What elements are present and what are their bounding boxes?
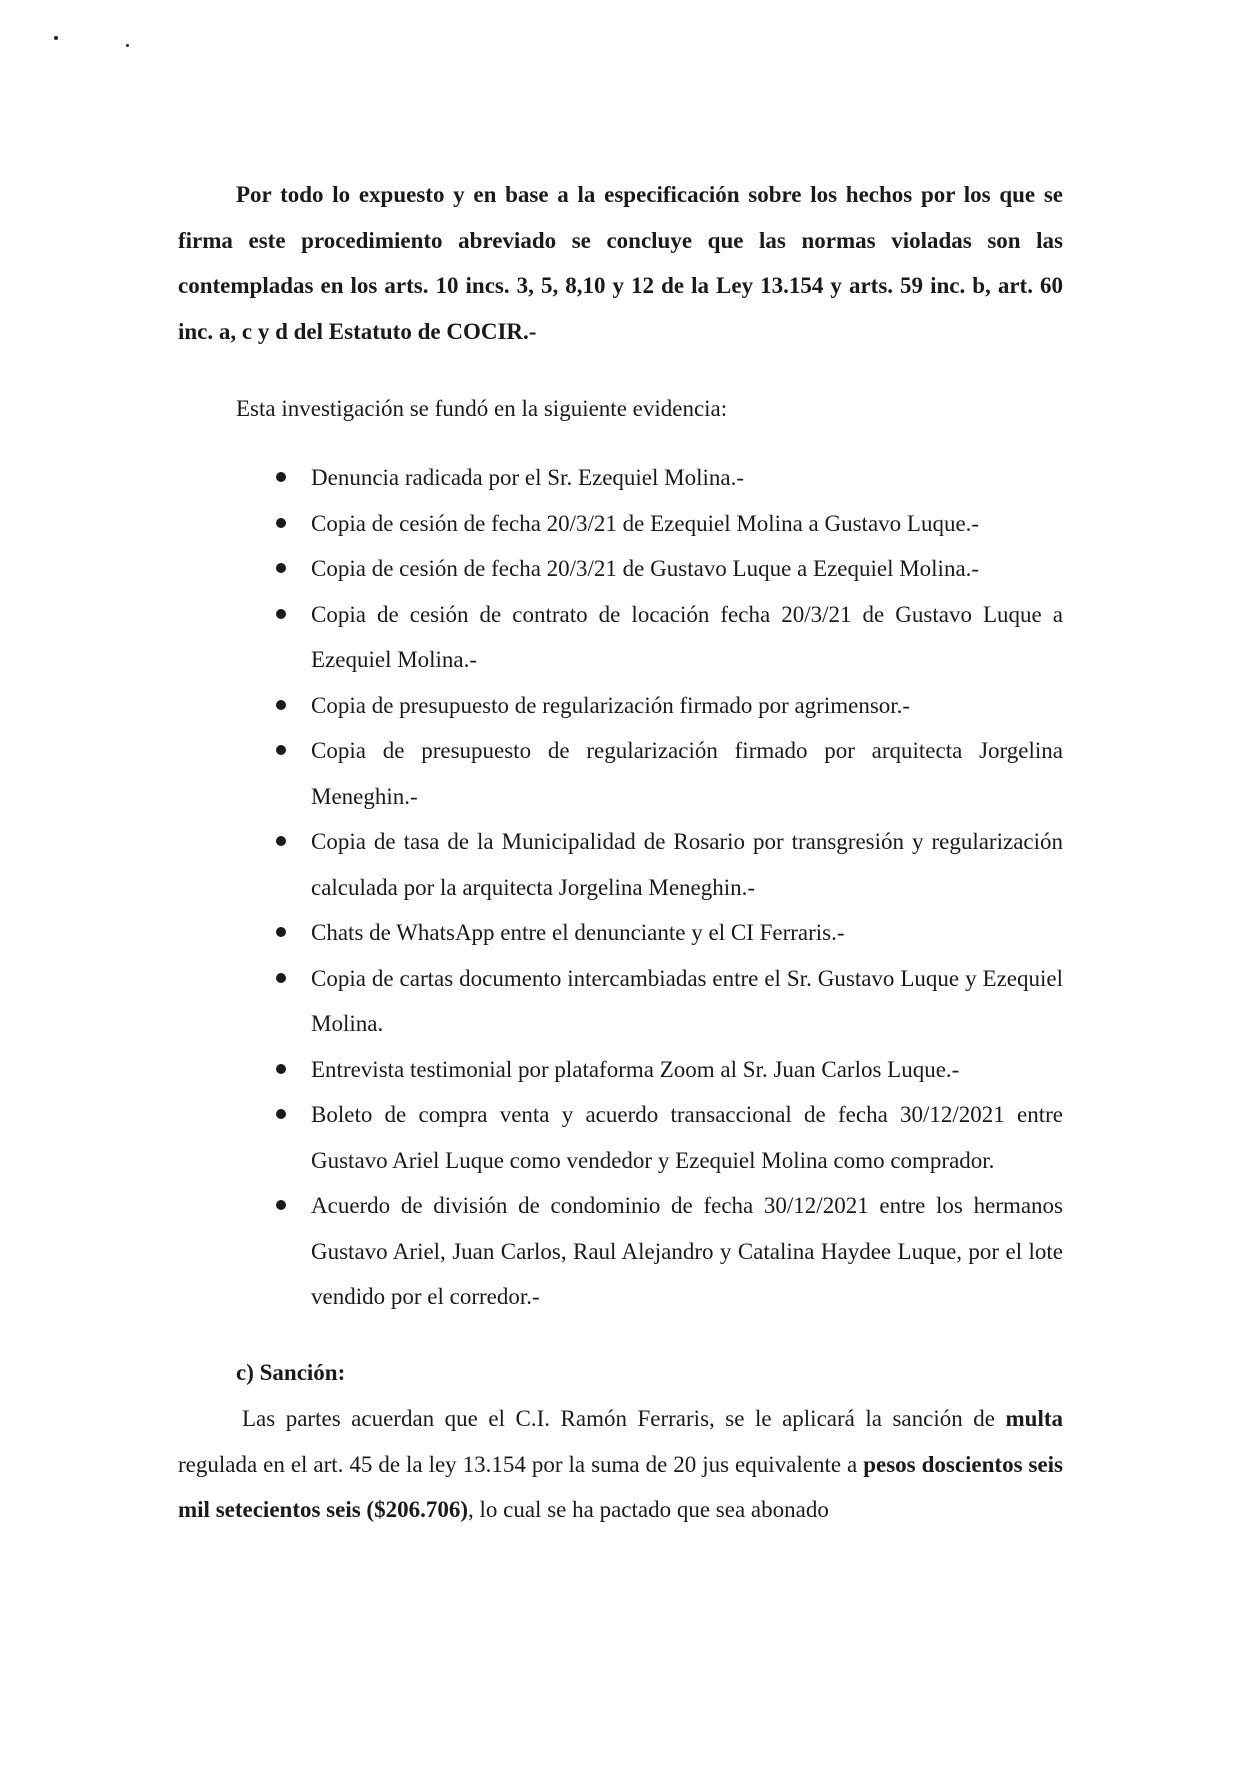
sanction-text: , lo cual se ha pactado que sea abonado — [468, 1497, 829, 1522]
bullet-icon — [276, 1109, 286, 1119]
bullet-icon — [276, 563, 286, 573]
evidence-item — [0, 592, 1242, 683]
evidence-item-text: Copia de cesión de contrato de locación fecha 20/3/21 de Gustavo Luque a Ezequiel Molina.- — [311, 601, 1063, 672]
bullet-icon — [276, 745, 286, 755]
section-heading-sancion: c) Sanción: — [236, 1360, 346, 1385]
evidence-item — [0, 683, 1242, 729]
sanction-type: multa — [1005, 1406, 1063, 1431]
scan-speck — [126, 44, 129, 47]
evidence-item — [0, 546, 1242, 592]
bullet-icon — [276, 700, 286, 710]
evidence-list — [0, 455, 1242, 1320]
bullet-icon — [276, 1064, 286, 1074]
bullet-icon — [276, 609, 286, 619]
evidence-item-text: Chats de WhatsApp entre el denunciante y el CI Ferraris.- — [311, 920, 845, 945]
evidence-intro: Esta investigación se fundó en la siguiente evidencia: — [236, 396, 728, 421]
sanction-text: Las partes acuerdan que el C.I. Ramón Ferraris, se le aplicará la sanción de — [242, 1406, 1006, 1431]
evidence-item — [0, 501, 1242, 547]
evidence-item-text: Boleto de compra venta y acuerdo transaccional de fecha 30/12/2021 entre Gustavo Ariel Luque como vendedor y Ezequiel Molina como comprador. — [311, 1102, 1063, 1173]
evidence-item-text: Copia de presupuesto de regularización firmado por agrimensor.- — [311, 692, 911, 718]
bullet-icon — [276, 836, 286, 846]
evidence-item — [0, 819, 1242, 910]
evidence-item-text: Copia de tasa de la Municipalidad de Rosario por transgresión y regularización calculada por la arquitecta Jorgelina Meneghin.- — [311, 829, 1063, 900]
bullet-icon — [276, 973, 286, 983]
bullet-icon — [276, 927, 286, 937]
bullet-icon — [276, 518, 286, 528]
evidence-item-text: Denuncia radicada por el Sr. Ezequiel Molina.- — [311, 465, 745, 490]
evidence-item-text: Copia de presupuesto de regularización firmado por arquitecta Jorgelina Meneghin.- — [311, 738, 1063, 809]
evidence-item-text: Copia de cesión de fecha 20/3/21 de Gustavo Luque a Ezequiel Molina.- — [311, 556, 980, 581]
scan-speck — [54, 36, 58, 40]
sanction-text: regulada en el art. 45 de la ley 13.154 por la suma de 20 jus equivalente a — [178, 1451, 864, 1477]
evidence-item — [0, 455, 1242, 501]
evidence-item — [0, 910, 1242, 956]
bullet-icon — [276, 1200, 286, 1210]
evidence-item-text: Copia de cartas documento intercambiadas entre el Sr. Gustavo Luque y Ezequiel Molina. — [311, 965, 1063, 1036]
evidence-item-text: Entrevista testimonial por plataforma Zoom al Sr. Juan Carlos Luque.- — [311, 1056, 960, 1082]
evidence-item — [0, 1047, 1242, 1093]
sanction-paragraph — [178, 1396, 1063, 1533]
evidence-item — [0, 956, 1242, 1047]
evidence-item — [0, 728, 1242, 819]
evidence-item-text: Acuerdo de división de condominio de fecha 30/12/2021 entre los hermanos Gustavo Ariel, Juan Carlos, Raul Alejandro y Catalina Haydee Luque, por el lote vendido por el corredor.- — [311, 1193, 1063, 1309]
evidence-item — [0, 1183, 1242, 1320]
evidence-item-text: Copia de cesión de fecha 20/3/21 de Ezequiel Molina a Gustavo Luque.- — [311, 510, 980, 536]
evidence-item — [0, 1092, 1242, 1183]
sanction-amount: pesos doscientos seis mil setecientos seis ($206.706) — [178, 1451, 1063, 1522]
bullet-icon — [276, 472, 286, 482]
opening-paragraph: Por todo lo expuesto y en base a la especificación sobre los hechos por los que se firma este procedimiento abreviado se concluye que las normas violadas son las contempladas en los arts. 10 incs. 3, 5, 8,10 y 12 de la Ley 13.154 y arts. 59 inc. b, art. 60 inc. a, c y d del Estatuto de COCIR.- — [178, 182, 1063, 344]
